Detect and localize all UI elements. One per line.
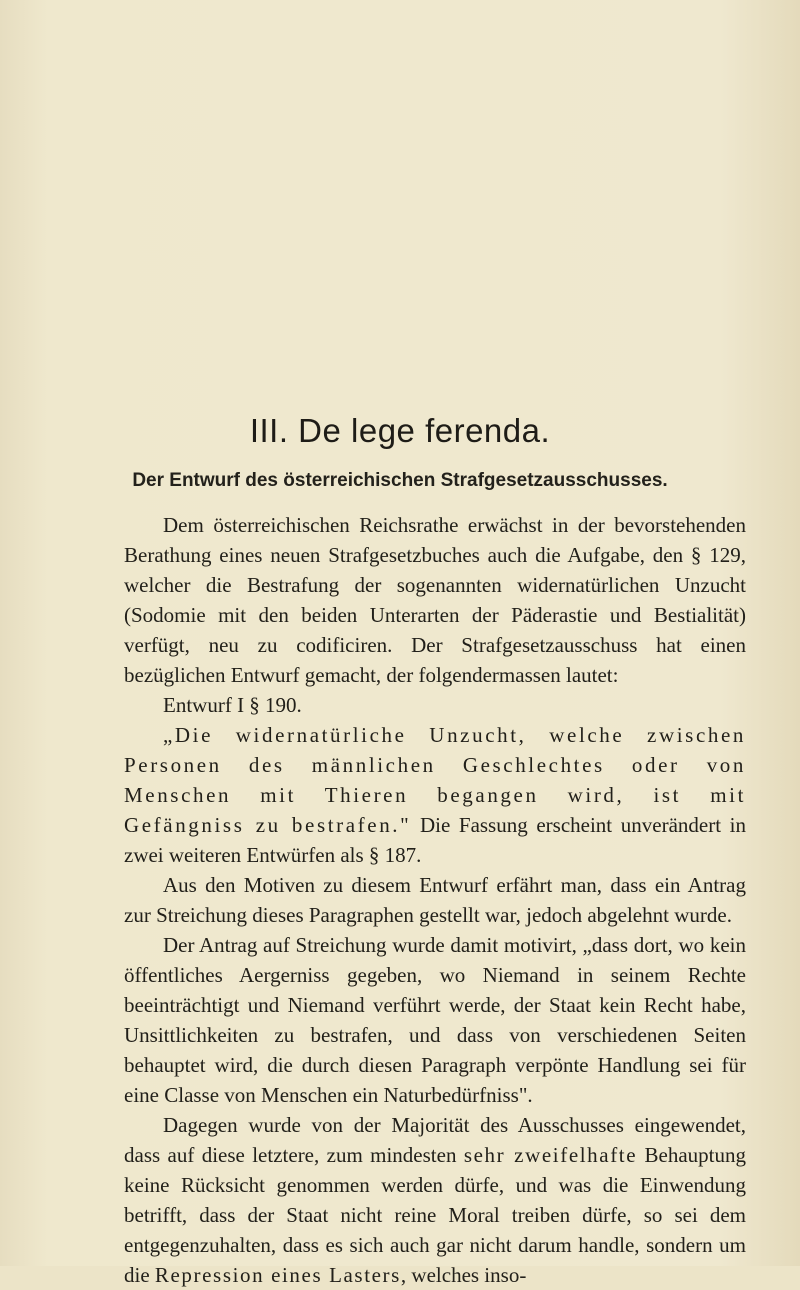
paragraph-motion: Der Antrag auf Streichung wurde damit motivirt, „dass dort, wo kein öffentliches Aergerniss gegeben, wo Niemand in seinem Rechte beeinträchtigt und Niemand verführt werde, der Staat kein Recht habe, Unsittlichkeiten zu bestrafen, und dass von verschiedenen Seiten behauptet wird, die durch diesen Paragraph verpönte Handlung sei für eine Classe von Menschen ein Naturbedürfniss". [124,933,746,1107]
draft-note: Die Fassung erscheint unverändert in zwei weiteren Entwürfen als § 187. [124,813,746,867]
paragraph-draft-text [124,720,746,870]
emphasis-doubtful: sehr zweifelhafte [463,1143,638,1167]
body-text [124,510,746,1290]
majority-text-c: , welches inso- [400,1263,527,1287]
paragraph-motives: Aus den Motiven zu diesem Entwurf erfährt man, dass ein Antrag zur Streichung dieses Paragraphen gestellt war, jedoch abgelehnt wurde. [124,873,746,927]
paragraph-majority [124,1110,746,1290]
majority-text-a: Dagegen wurde von der Majorität des Ausschusses eingewendet, dass auf diese letztere, zum mindesten [124,1113,746,1167]
majority-text-b: Behauptung keine Rücksicht genommen werden dürfe, und was die Einwendung betrifft, dass der Staat nicht reine Moral treiben dürfe, so sei dem entgegenzuhalten, dass es sich auch gar nicht darum handle, sondern um die [124,1143,746,1287]
paragraph-draft-heading: Entwurf I § 190. [163,693,302,717]
draft-quote: „Die widernatürliche Unzucht, welche zwischen Personen des männlichen Geschlechtes oder von Menschen mit Thieren begangen wird, ist mit Gefängniss zu bestrafen." [124,723,746,837]
emphasis-repression: Repression eines Lasters [154,1263,401,1287]
section-title: Der Entwurf des österreichischen Strafgesetzausschusses. [132,470,668,491]
paragraph-intro: Dem österreichischen Reichsrathe erwächst in der bevorstehenden Berathung eines neuen Strafgesetzbuches auch die Aufgabe, den § 129, welcher die Bestrafung der sogenannten widernatürlichen Unzucht (Sodomie mit den beiden Unterarten der Päderastie und Bestialität) verfügt, neu zu codificiren. Der Strafgesetzausschuss hat einen bezüglichen Entwurf gemacht, der folgendermassen lautet: [124,513,746,687]
chapter-title: III. De lege ferenda. [249,412,551,449]
